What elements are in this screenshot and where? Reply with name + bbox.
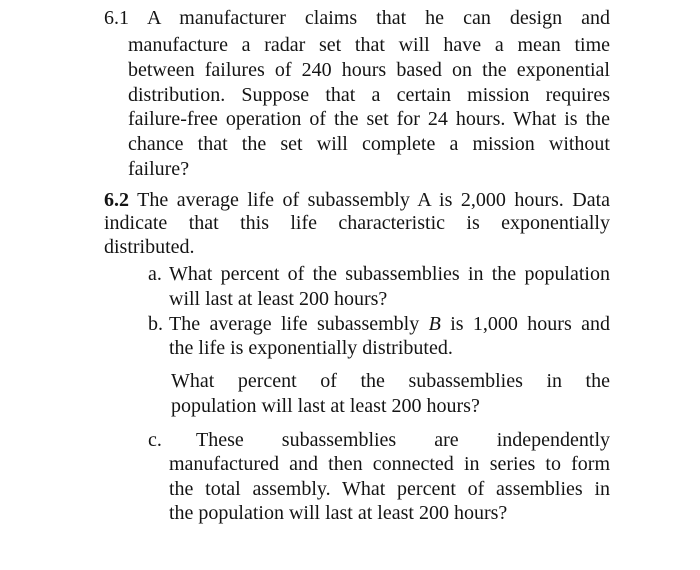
- part-a-line-2: will last at least 200 hours?: [169, 288, 388, 310]
- part-b-line-2: the life is exponentially distributed.: [169, 337, 453, 359]
- part-b-followup-line-1: What percent of the subassemblies in the: [171, 370, 610, 392]
- part-b-variable: B: [428, 313, 441, 335]
- problem-6-2-line-1: [104, 188, 610, 212]
- problem-6-1-line-2: manufacture a radar set that will have a mean time: [128, 34, 610, 56]
- part-c-line-3: the total assembly. What percent of assemblies in: [169, 478, 610, 500]
- part-b-text-before: The average life subassembly: [169, 313, 420, 335]
- problem-6-2-line-3: distributed.: [104, 236, 195, 258]
- problem-6-1-line-4: distribution. Suppose that a certain mission requires: [128, 84, 610, 106]
- part-c-line-2: manufactured and then connected in series to form: [169, 453, 610, 475]
- part-a-label: a.: [148, 263, 162, 285]
- part-c-label: c.: [148, 429, 162, 451]
- problem-6-2-line-2: indicate that this life characteristic is exponentially: [104, 212, 610, 234]
- problem-6-2-number: 6.2: [104, 189, 129, 211]
- problem-6-1-line-6: chance that the set will complete a mission without: [128, 133, 610, 155]
- problem-6-1-line-3: between failures of 240 hours based on the exponential: [128, 59, 610, 81]
- problem-6-1-line-1: [104, 6, 610, 30]
- part-b-label: b.: [148, 313, 163, 335]
- part-c-line-1: These subassemblies are independently: [196, 429, 610, 451]
- part-a-line-1: What percent of the subassemblies in the population: [169, 263, 610, 285]
- problem-6-1-number: 6.1: [104, 7, 129, 29]
- part-b-text-after: is 1,000 hours and: [450, 313, 610, 335]
- problem-6-1-line-5: failure-free operation of the set for 24 hours. What is the: [128, 108, 610, 130]
- problem-6-2-text-1: The average life of subassembly A is 2,000 hours. Data: [137, 189, 611, 211]
- problem-6-1-line-7: failure?: [128, 158, 190, 180]
- problem-6-1-text-1: A manufacturer claims that he can design and: [146, 7, 610, 29]
- part-c-line-4: the population will last at least 200 hours?: [169, 502, 508, 524]
- part-b-followup-line-2: population will last at least 200 hours?: [171, 395, 480, 417]
- part-b-line-1: [169, 312, 610, 336]
